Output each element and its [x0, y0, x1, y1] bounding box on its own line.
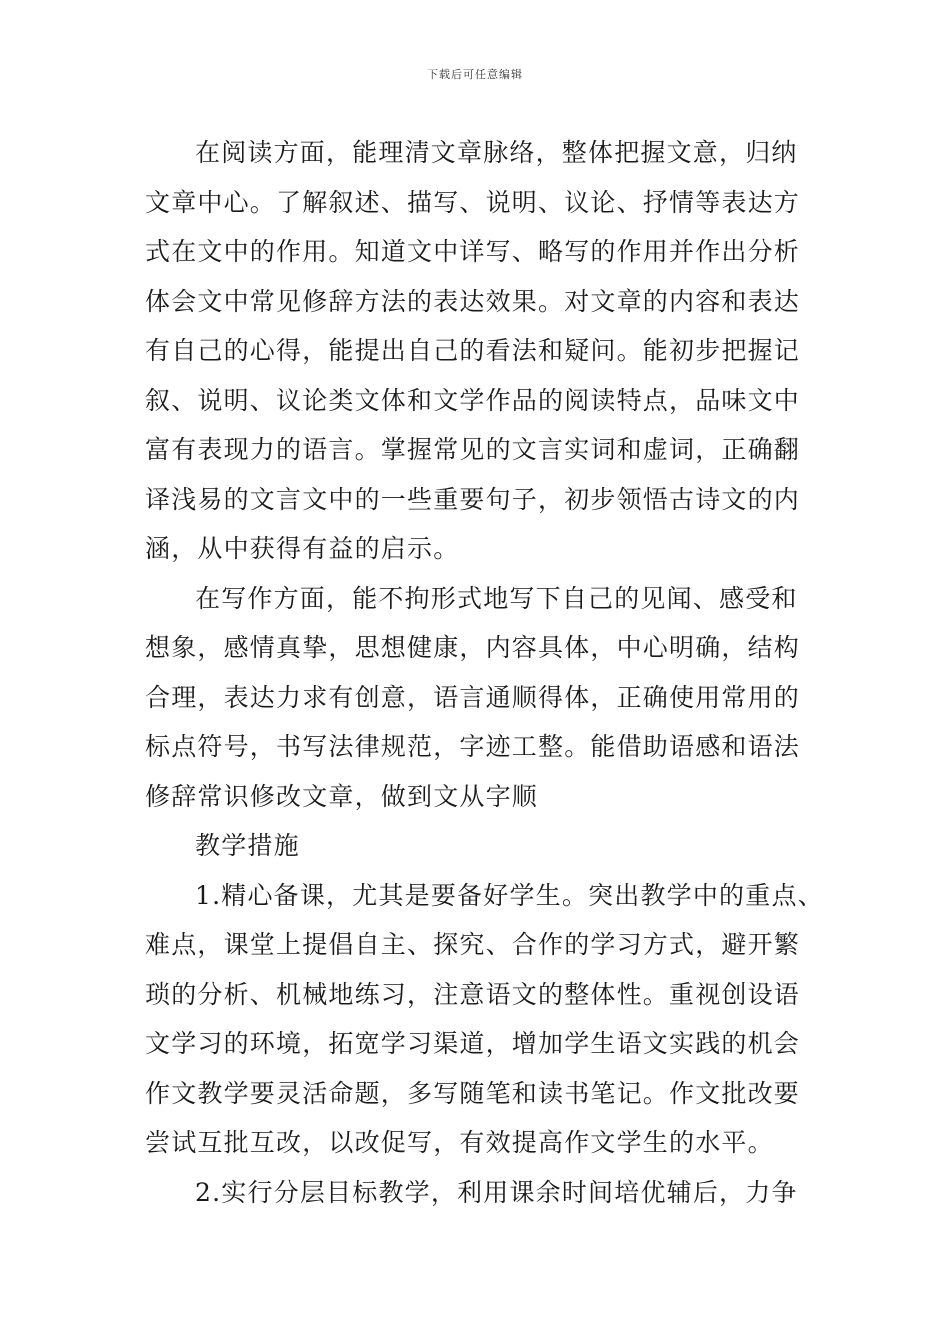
paragraph-line: 琐的分析、机械地练习，注意语文的整体性。重视创设语 — [145, 979, 801, 1009]
paragraph-line: 式在文中的作用。知道文中详写、略写的作用并作出分析 — [145, 237, 801, 266]
paragraph-line: 在阅读方面，能理清文章脉络，整体把握文意，归纳 — [195, 138, 798, 167]
paragraph-line: 在写作方面，能不拘形式地写下自己的见闻、感受和 — [195, 583, 798, 613]
paragraph-line: 文学习的环境，拓宽学习渠道，增加学生语文实践的机会 — [145, 1029, 801, 1058]
section-heading: 教学措施 — [195, 831, 300, 860]
paragraph-line: 译浅易的文言文中的一些重要句子，初步领悟古诗文的内 — [145, 484, 801, 514]
paragraph-line: 富有表现力的语言。掌握常见的文言实词和虚词，正确翻 — [145, 435, 801, 464]
paragraph-line: 2.实行分层目标教学，利用课余时间培优辅后，力争 — [195, 1177, 798, 1207]
paragraph-line: 作文教学要灵活命题，多写随笔和读书笔记。作文批改要 — [145, 1078, 801, 1108]
paragraph-line: 难点，课堂上提倡自主、探究、合作的学习方式，避开繁 — [145, 930, 801, 959]
document-body — [145, 128, 824, 1217]
paragraph-line: 想象，感情真挚，思想健康，内容具体，中心明确，结构 — [145, 633, 801, 662]
paragraph-line: 合理，表达力求有创意，语言通顺得体，正确使用常用的 — [145, 682, 801, 712]
paragraph-line: 有自己的心得，能提出自己的看法和疑问。能初步把握记 — [145, 336, 801, 365]
paragraph-line: 体会文中常见修辞方法的表达效果。对文章的内容和表达 — [145, 286, 801, 316]
paragraph-line: 叙、说明、议论类文体和文学作品的阅读特点，品味文中 — [145, 385, 801, 415]
header-note: 下载后可任意编辑 — [427, 68, 523, 81]
paragraph-line: 1.精心备课，尤其是要备好学生。突出教学中的重点、 — [195, 880, 824, 910]
paragraph-line: 修辞常识修改文章，做到文从字顺 — [145, 781, 539, 811]
paragraph-line: 尝试互批互改，以改促写，有效提高作文学生的水平。 — [145, 1128, 774, 1157]
paragraph-line: 标点符号，书写法律规范，字迹工整。能借助语感和语法 — [145, 732, 801, 761]
paragraph-line: 文章中心。了解叙述、描写、说明、议论、抒情等表达方 — [145, 187, 801, 217]
paragraph-line: 涵，从中获得有益的启示。 — [145, 534, 460, 563]
